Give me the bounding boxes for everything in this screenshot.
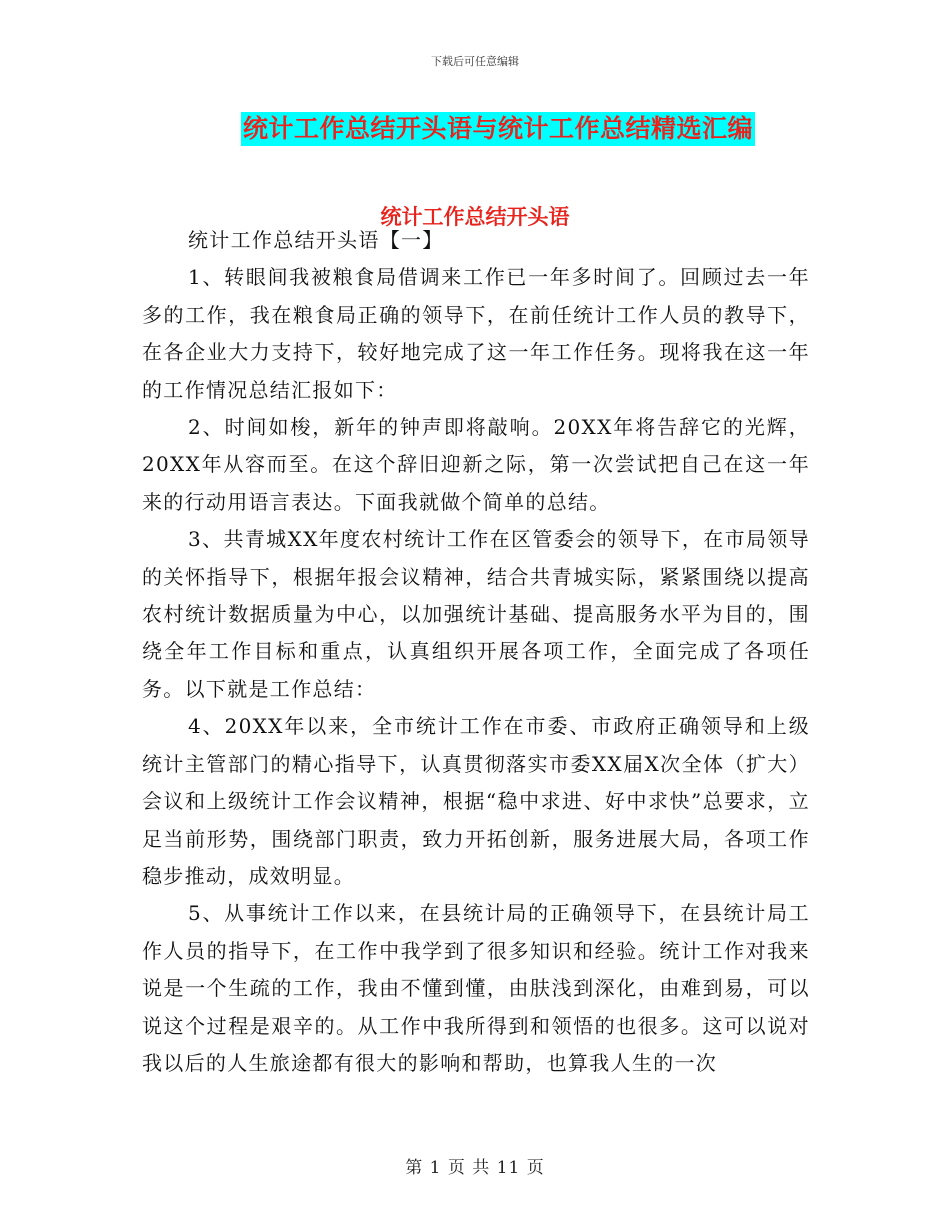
paragraph: 4、20XX年以来，全市统计工作在市委、市政府正确领导和上级统计主管部门的精心指导下，认真贯彻落实市委XX届X次全体（扩大）会议和上级统计工作会议精神，根据“稳中求进、好中求快”总要求，立足当前形势，围绕部门职责，致力开拓创新，服务进展大局，各项工作稳步推动，成效明显。 <box>142 714 810 888</box>
paragraph: 5、从事统计工作以来，在县统计局的正确领导下，在县统计局工作人员的指导下，在工作中我学到了很多知识和经验。统计工作对我来说是一个生疏的工作，我由不懂到懂，由肤浅到深化，由难到易，可以说这个过程是艰辛的。从工作中我所得到和领悟的也很多。这可以说对我以后的人生旅途都有很大的影响和帮助，也算我人生的一次 <box>142 901 810 1075</box>
paragraph: 1、转眼间我被粮食局借调来工作已一年多时间了。回顾过去一年多的工作，我在粮食局正确的领导下，在前任统计工作人员的教导下，在各企业大力支持下，较好地完成了这一年工作任务。现将我在这一年的工作情况总结汇报如下： <box>142 265 810 402</box>
body-text <box>142 222 810 1082</box>
subheading: 统计工作总结开头语【一】 <box>188 228 444 252</box>
main-title: 统计工作总结开头语与统计工作总结精选汇编 <box>241 112 755 146</box>
header-note: 下载后可任意编辑 <box>431 55 519 68</box>
paragraph: 2、时间如梭，新年的钟声即将敲响。20XX年将告辞它的光辉，20XX年从容而至。在这个辞旧迎新之际，第一次尝试把自己在这一年来的行动用语言表达。下面我就做个简单的总结。 <box>142 415 810 514</box>
section-title: 统计工作总结开头语 <box>380 205 570 229</box>
main-title-container <box>0 112 950 146</box>
page-footer: 第 1 页 共 11 页 <box>405 1158 545 1178</box>
paragraph: 3、共青城XX年度农村统计工作在区管委会的领导下，在市局领导的关怀指导下，根据年报会议精神，结合共青城实际，紧紧围绕以提高农村统计数据质量为中心，以加强统计基础、提高服务水平为目的，围绕全年工作目标和重点，认真组织开展各项工作，全面完成了各项任务。以下就是工作总结： <box>142 527 810 701</box>
